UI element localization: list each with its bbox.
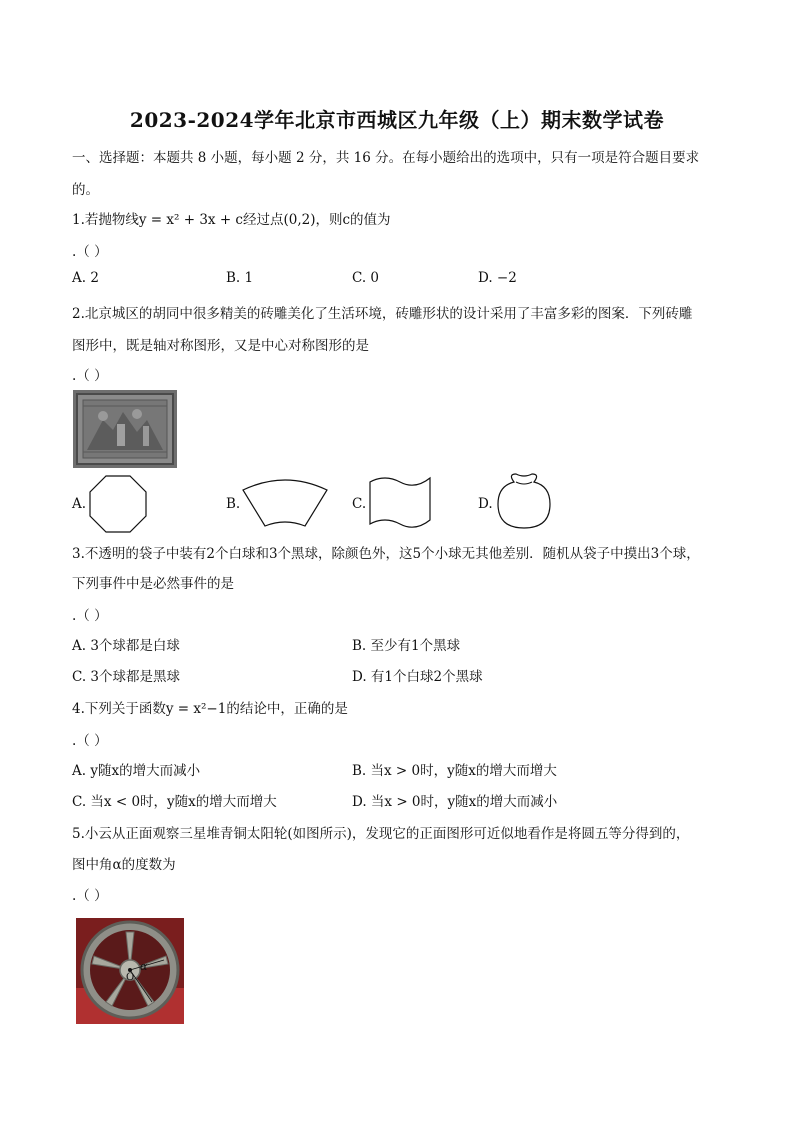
q1-option-b: B. 1 <box>226 270 254 286</box>
q1-option-d: D. −2 <box>478 270 517 286</box>
section-instruction-line-1: 一、选择题：本题共 8 小题，每小题 2 分，共 16 分。在每小题给出的选项中，只有一项是符合题目要求 <box>72 150 700 166</box>
q5-stem-line-1: 5.小云从正面观察三星堆青铜太阳轮(如图所示)，发现它的正面图形可近似地看作是将圆五等分得到的， <box>72 826 690 842</box>
q3-option-d: D. 有1个白球2个黑球 <box>352 669 483 685</box>
q4-stem: 4.下列关于函数y = x²−1的结论中，正确的是 <box>72 701 348 717</box>
q4-answer-paren: .（ ） <box>72 733 108 749</box>
fan-sector-figure <box>240 476 330 532</box>
q2-option-c-label: C. <box>352 496 367 512</box>
q4-option-d: D. 当x > 0时，y随x的增大而减小 <box>352 794 558 810</box>
q4-option-a: A. y随x的增大而减小 <box>72 763 201 779</box>
q3-option-a: A. 3个球都是白球 <box>72 638 180 654</box>
q2-option-b-label: B. <box>226 496 241 512</box>
q4-option-c: C. 当x < 0时，y随x的增大而增大 <box>72 794 277 810</box>
center-point-label: O <box>126 972 135 983</box>
q2-stem-line-2: 图形中，既是轴对称图形，又是中心对称图形的是 <box>72 338 369 354</box>
page-title: 2023-2024学年北京市西城区九年级（上）期末数学试卷 <box>129 108 665 132</box>
vase-shape-figure <box>494 472 554 534</box>
q5-answer-paren: .（ ） <box>72 888 108 904</box>
q1-option-a: A. 2 <box>72 270 99 286</box>
q4-option-b: B. 当x > 0时，y随x的增大而增大 <box>352 763 557 779</box>
q1-option-c: C. 0 <box>352 270 380 286</box>
alpha-angle-label: α <box>140 960 148 973</box>
octagon-figure <box>88 474 148 538</box>
q3-answer-paren: .（ ） <box>72 608 108 624</box>
q2-stem-line-1: 2.北京城区的胡同中很多精美的砖雕美化了生活环境，砖雕形状的设计采用了丰富多彩的图案．下列砖雕 <box>72 306 693 322</box>
q1-answer-paren: .（ ） <box>72 244 108 260</box>
q5-stem-line-2: 图中角α的度数为 <box>72 857 176 873</box>
q3-option-c: C. 3个球都是黑球 <box>72 669 181 685</box>
q3-stem-line-1: 3.不透明的袋子中装有2个白球和3个黑球，除颜色外，这5个小球无其他差别．随机从袋子中摸出3个球， <box>72 546 700 562</box>
q3-stem-line-2: 下列事件中是必然事件的是 <box>72 576 234 592</box>
wavy-flag-figure <box>368 474 432 534</box>
q3-option-b: B. 至少有1个黑球 <box>352 638 461 654</box>
section-instruction-line-2: 的。 <box>72 182 99 198</box>
q2-option-a-label: A. <box>72 496 87 512</box>
q1-stem: 1.若抛物线y = x² + 3x + c经过点(0,2)，则c的值为 <box>72 212 391 228</box>
q2-option-d-label: D. <box>478 496 493 512</box>
brick-carving-photo <box>73 390 177 472</box>
q2-answer-paren: .（ ） <box>72 368 108 384</box>
